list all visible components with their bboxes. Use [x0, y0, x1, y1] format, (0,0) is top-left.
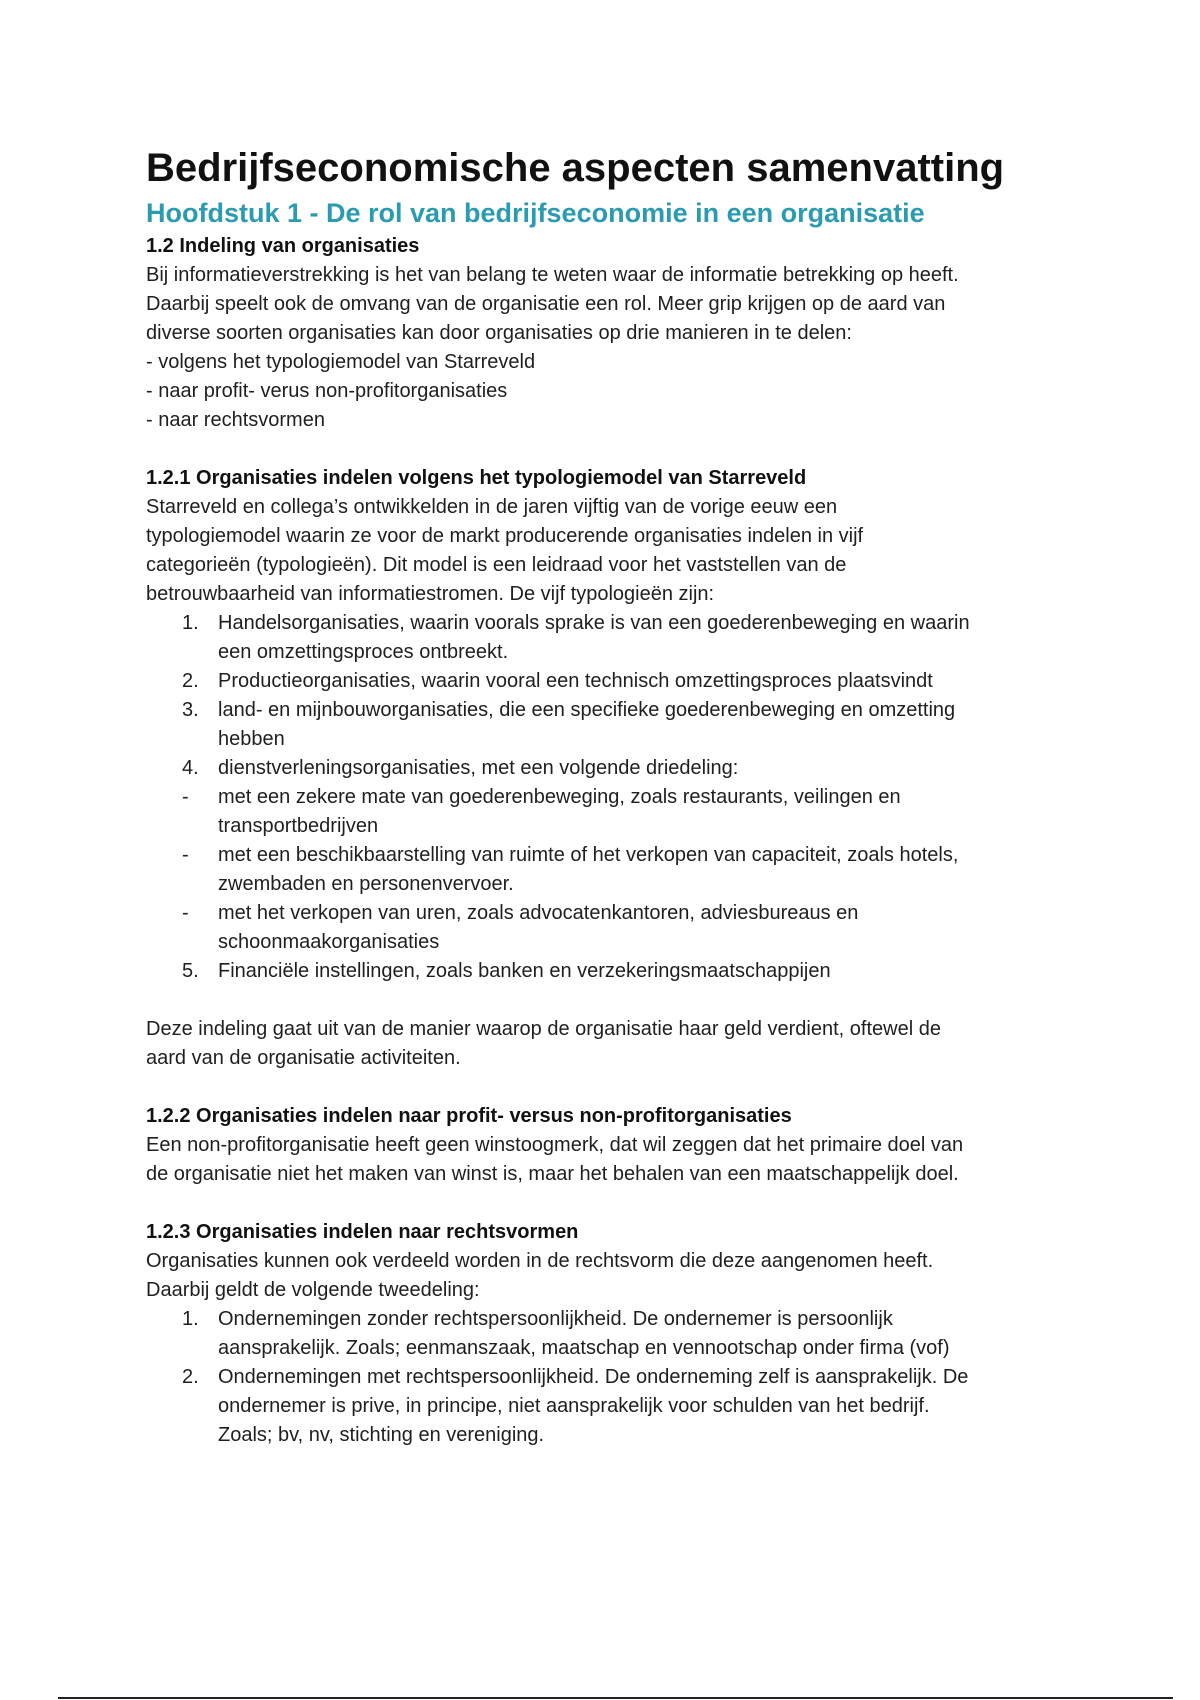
list-marker: 4. — [182, 757, 199, 779]
text-line: Een non-profitorganisatie heeft geen winstoogmerk, dat wil zeggen dat het primaire doel van — [146, 1134, 964, 1156]
text-line: - volgens het typologiemodel van Starreveld — [146, 351, 536, 373]
list-item — [146, 783, 1076, 841]
text-line: Organisaties kunnen ook verdeeld worden in de rechtsvorm die deze aangenomen heeft. — [146, 1250, 934, 1272]
list-marker: - — [182, 902, 189, 924]
list-item-text: ondernemer is prive, in principe, niet aansprakelijk voor schulden van het bedrijf. — [218, 1395, 930, 1417]
text-line: - naar profit- verus non-profitorganisaties — [146, 380, 508, 402]
list-item-text: zwembaden en personenvervoer. — [218, 873, 514, 895]
list-marker: 5. — [182, 960, 199, 982]
text-line: - naar rechtsvormen — [146, 409, 325, 431]
section-heading-1-2-3: 1.2.3 Organisaties indelen naar rechtsvormen — [146, 1221, 579, 1243]
list-item-text: Handelsorganisaties, waarin voorals sprake is van een goederenbeweging en waarin — [218, 612, 970, 634]
list-marker: 2. — [182, 670, 199, 692]
list-marker: 1. — [182, 612, 199, 634]
list-item-text: Ondernemingen met rechtspersoonlijkheid. De onderneming zelf is aansprakelijk. De — [218, 1366, 969, 1388]
list-item — [146, 899, 1076, 957]
list-marker: 2. — [182, 1366, 199, 1388]
list-item-text: Productieorganisaties, waarin vooral een technisch omzettingsproces plaatsvindt — [218, 670, 933, 692]
section-1-2-2-body — [146, 1131, 1076, 1189]
text-line: betrouwbaarheid van informatiestromen. De vijf typologieën zijn: — [146, 583, 715, 605]
section-heading-1-2-1: 1.2.1 Organisaties indelen volgens het typologiemodel van Starreveld — [146, 467, 807, 489]
list-item-text: dienstverleningsorganisaties, met een volgende driedeling: — [218, 757, 739, 779]
list-marker: - — [182, 786, 189, 808]
list-item-text: Zoals; bv, nv, stichting en vereniging. — [218, 1424, 545, 1446]
text-line: Deze indeling gaat uit van de manier waarop de organisatie haar geld verdient, oftewel de — [146, 1018, 941, 1040]
list-item — [146, 609, 1076, 667]
legal-form-list — [146, 1305, 1076, 1450]
spacer — [146, 1073, 1076, 1102]
list-item — [146, 754, 1076, 783]
spacer — [146, 435, 1076, 464]
section-1-2-body — [146, 261, 1076, 435]
text-line: typologiemodel waarin ze voor de markt producerende organisaties indelen in vijf — [146, 525, 864, 547]
section-1-2-1-closing — [146, 1015, 1076, 1073]
list-item — [146, 957, 1076, 986]
list-marker: 3. — [182, 699, 199, 721]
list-item — [146, 1305, 1076, 1363]
section-heading-1-2-2: 1.2.2 Organisaties indelen naar profit- versus non-profitorganisaties — [146, 1105, 792, 1127]
spacer — [146, 1189, 1076, 1218]
list-item-text: Ondernemingen zonder rechtspersoonlijkheid. De ondernemer is persoonlijk — [218, 1308, 893, 1330]
list-item-text: met een zekere mate van goederenbeweging, zoals restaurants, veilingen en — [218, 786, 901, 808]
chapter-title: Hoofdstuk 1 - De rol van bedrijfseconomie in een organisatie — [146, 198, 925, 228]
text-line: de organisatie niet het maken van winst is, maar het behalen van een maatschappelijk doel. — [146, 1163, 959, 1185]
list-item-text: aansprakelijk. Zoals; eenmanszaak, maatschap en vennootschap onder firma (vof) — [218, 1337, 950, 1359]
text-line: Starreveld en collega’s ontwikkelden in de jaren vijftig van de vorige eeuw een — [146, 496, 838, 518]
list-item — [146, 841, 1076, 899]
text-line: Daarbij geldt de volgende tweedeling: — [146, 1279, 480, 1301]
list-item-text: met het verkopen van uren, zoals advocatenkantoren, adviesbureaus en — [218, 902, 859, 924]
list-item — [146, 696, 1076, 754]
list-item-text: hebben — [218, 728, 285, 750]
typology-list — [146, 609, 1076, 986]
spacer — [146, 986, 1076, 1015]
text-line: Daarbij speelt ook de omvang van de organisatie een rol. Meer grip krijgen op de aard van — [146, 293, 946, 315]
section-1-2-3-body — [146, 1247, 1076, 1305]
list-marker: - — [182, 844, 189, 866]
section-1-2-1-body — [146, 493, 1076, 609]
list-item — [146, 1363, 1076, 1450]
page-bottom-rule — [58, 1697, 1173, 1699]
list-item-text: met een beschikbaarstelling van ruimte of het verkopen van capaciteit, zoals hotels, — [218, 844, 959, 866]
text-line: Bij informatieverstrekking is het van belang te weten waar de informatie betrekking op heeft. — [146, 264, 959, 286]
text-line: diverse soorten organisaties kan door organisaties op drie manieren in te delen: — [146, 322, 852, 344]
text-line: categorieën (typologieën). Dit model is een leidraad voor het vaststellen van de — [146, 554, 847, 576]
document-title: Bedrijfseconomische aspecten samenvatting — [146, 146, 1005, 190]
list-item-text: transportbedrijven — [218, 815, 379, 837]
list-marker: 1. — [182, 1308, 199, 1330]
list-item-text: Financiële instellingen, zoals banken en verzekeringsmaatschappijen — [218, 960, 831, 982]
section-heading-1-2: 1.2 Indeling van organisaties — [146, 235, 420, 257]
list-item — [146, 667, 1076, 696]
text-line: aard van de organisatie activiteiten. — [146, 1047, 461, 1069]
document-page — [146, 142, 1076, 1450]
list-item-text: een omzettingsproces ontbreekt. — [218, 641, 509, 663]
list-item-text: schoonmaakorganisaties — [218, 931, 440, 953]
list-item-text: land- en mijnbouworganisaties, die een specifieke goederenbeweging en omzetting — [218, 699, 956, 721]
